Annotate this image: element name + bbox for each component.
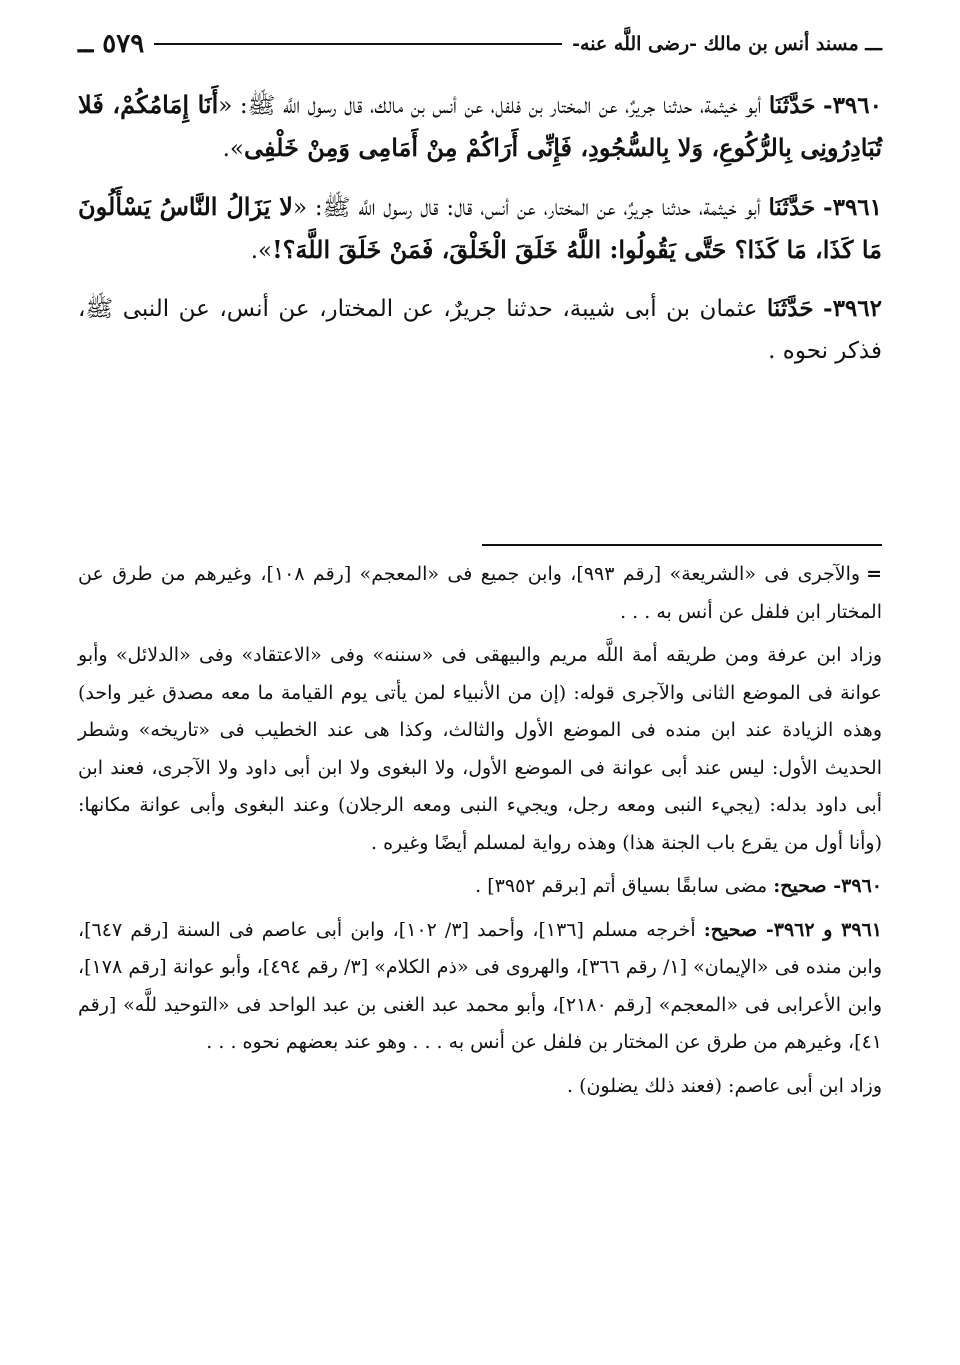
footnote-text: والآجرى فى «الشريعة» [رقم ٩٩٣]، وابن جميع فى «المعجم» [رقم ١٠٨]، وغيرهم من طرق عن المختار ابن فلفل عن أنس به . . .: [78, 563, 882, 623]
hadith-3962: [78, 288, 882, 372]
hadith-3961: [78, 186, 882, 272]
isnad: عثمان بن أبى شيبة، حدثنا جريرٌ، عن المختار، عن أنس، عن النبى ﷺ، فذكر نحوه .: [78, 296, 882, 364]
footnote-label: ٣٩٦١ و ٣٩٦٢- صحيح:: [703, 918, 882, 941]
page-number: ٥٧٩ ــ: [78, 29, 145, 59]
hadith-number: ٣٩٦٠-: [823, 92, 882, 119]
footnote-3960: [78, 868, 882, 906]
matn: أَنَا إِمَامُكُمْ، فَلا تُبَادِرُونِى بِالرُّكُوعِ، وَلا بِالسُّجُودِ، فَإِنِّى أَرَاكُمْ مِنْ أَمَامِى وَمِنْ خَلْفِى: [78, 90, 882, 162]
matn-closing: ».: [250, 238, 273, 264]
continuation-marker: =: [866, 563, 882, 585]
header-rule: [154, 43, 562, 45]
haddathana: حَدَّثَنَا: [766, 295, 814, 322]
matn: لا يَزَالُ النَّاسُ يَسْأَلُونَ مَا كَذَا، مَا كَذَا؟ حَتَّى يَقُولُوا: اللَّهُ خَلَقَ الْخَلْقَ، فَمَنْ خَلَقَ اللَّهَ؟!: [78, 192, 882, 264]
hadith-number: ٣٩٦٢-: [823, 295, 882, 322]
isnad: أبو خيثمة، حدثنا جريرٌ، عن المختار بن فلفل، عن أنس بن مالك، قال رسول اللَّه ﷺ: «: [218, 93, 762, 119]
footnote-text: مضى سابقًا بسياق أتم [برقم ٣٩٥٢] .: [475, 875, 768, 897]
hadith-text: [78, 84, 882, 388]
isnad: أبو خيثمة، حدثنا جريرٌ، عن المختار، عن أنس، قال: قال رسول اللَّه ﷺ: «: [292, 195, 761, 221]
footnote-separator: [482, 544, 882, 546]
running-header: [78, 24, 882, 64]
footnote-paragraph: وزاد ابن عرفة ومن طريقه أمة اللَّه مريم والبيهقى فى «سننه» وفى «الاعتقاد» وفى «الدلائل» وأبو عوانة فى الموضع الثانى والآجرى قوله: (إن من الأنبياء لمن يأتى يوم القيامة ما معه مصدق غير واحد) وهذه الزيادة عند ابن منده فى الموضع الأول والثالث، وكذا هى عند الخطيب فى «تاريخه» وشطر الحديث الأول: ليس عند أبى عوانة فى الموضع الأول، ولا البغوى ولا ابن أبى داود ولا الآجرى، فعند ابن أبى داود بدله: (يجيء النبى ومعه رجل، ويجيء النبى ومعه الرجلان) وعند البغوى وأبى عوانة مكانها: (وأنا أول من يقرع باب الجنة هذا) وهذه رواية لمسلم أيضًا وغيره .: [78, 644, 882, 854]
haddathana: حَدَّثَنَا: [768, 194, 816, 221]
footnote-final: وزاد ابن أبى عاصم: (فعند ذلك يضلون) .: [566, 1074, 882, 1097]
footnotes: [78, 556, 882, 1111]
hadith-number: ٣٩٦١-: [823, 194, 883, 221]
running-title: ـــ مسند أنس بن مالك -رضى اللَّه عنه-: [572, 33, 882, 55]
footnote-label: ٣٩٦٠- صحيح:: [773, 875, 882, 897]
matn-closing: ».: [222, 136, 244, 162]
hadith-3960: [78, 84, 882, 170]
haddathana: حَدَّثَنَا: [768, 92, 816, 119]
footnote-3961-3962: [78, 912, 882, 1062]
footnote-text: أخرجه مسلم [١٣٦]، وأحمد [٣/ ١٠٢]، وابن أبى عاصم فى السنة [رقم ٦٤٧]، وابن منده فى «الإيمان» [١/ رقم ٣٦٦]، والهروى فى «ذم الكلام» [٣/ رقم ٤٩٤]، وأبو عوانة [رقم ١٧٨]، وابن الأعرابى فى «المعجم» [رقم ٢١٨٠]، وأبو محمد عبد الغنى بن عبد الواحد فى «التوحيد للَّه» [رقم ٤١]، وغيرهم من طرق عن المختار بن فلفل عن أنس به . . . وهو عند بعضهم نحوه . . .: [78, 918, 883, 1053]
footnote-continuation: [78, 556, 882, 631]
